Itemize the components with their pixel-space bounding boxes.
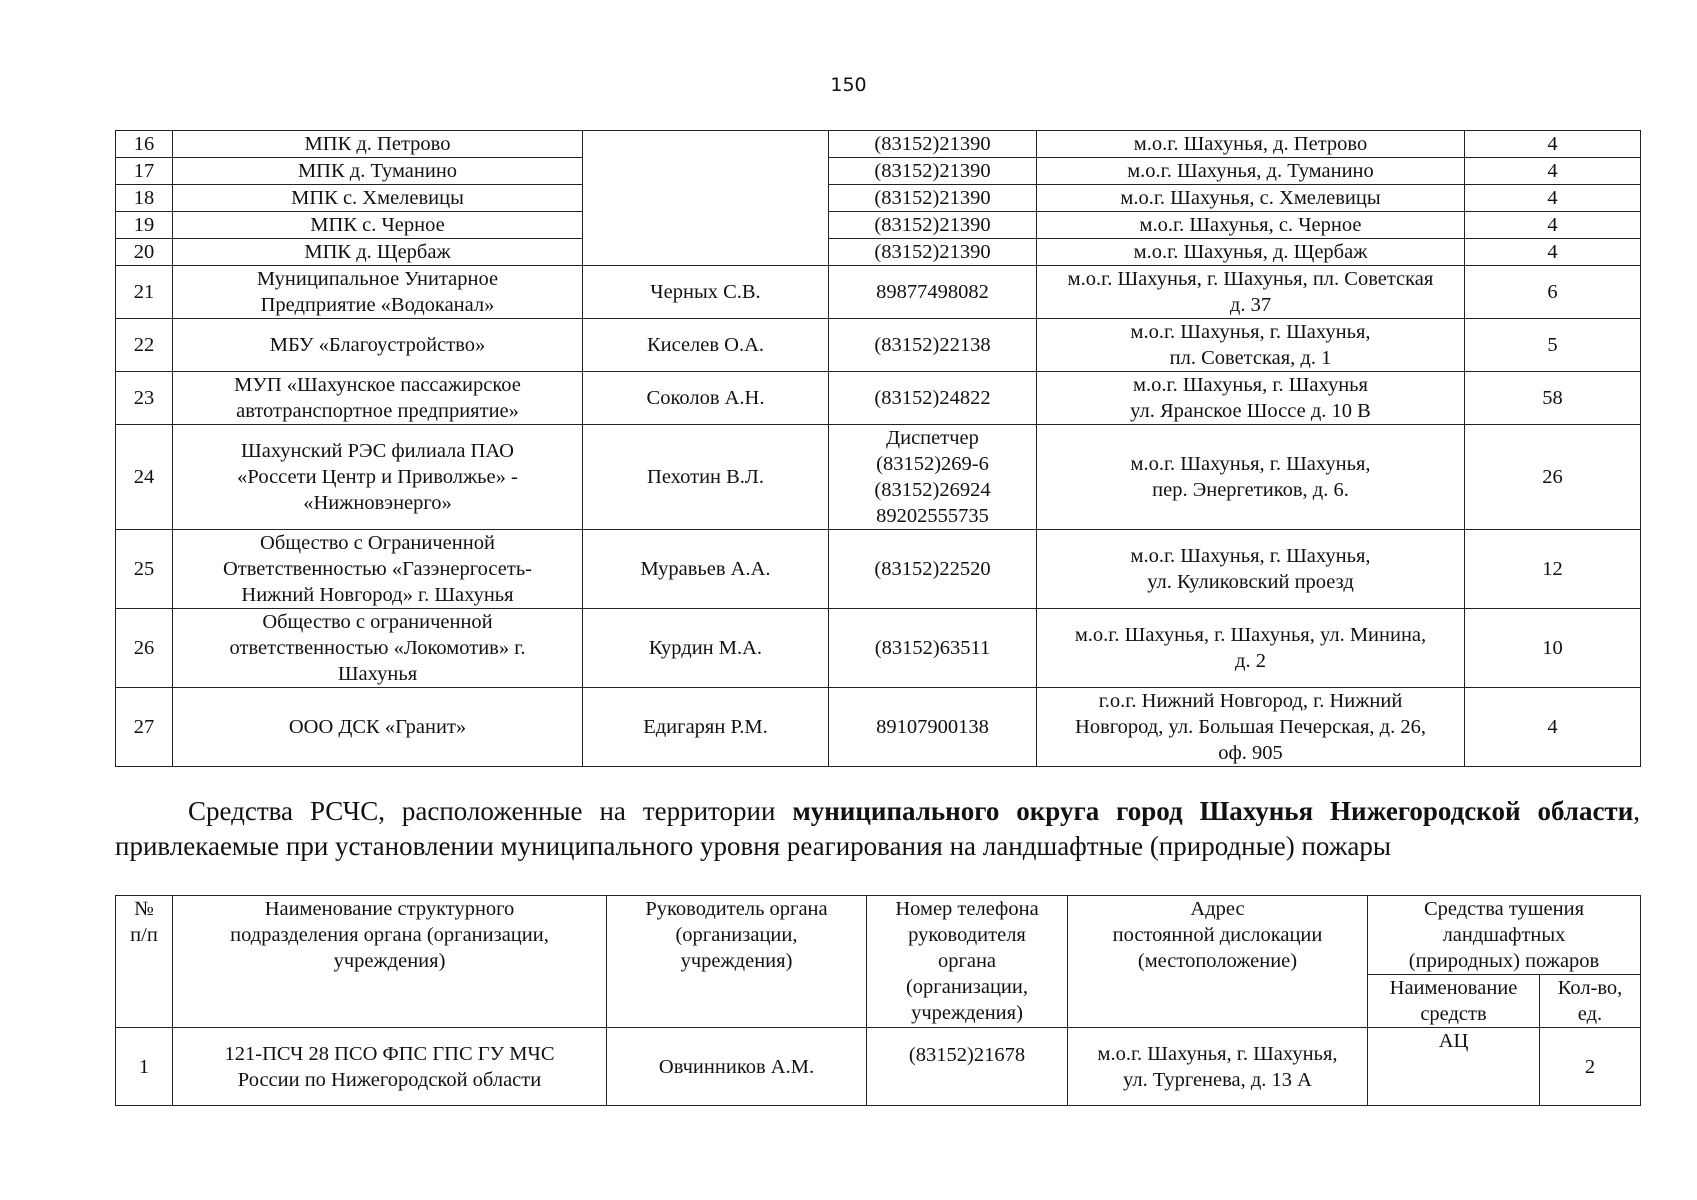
resources-table-continued — [115, 130, 1641, 767]
table-row — [116, 158, 1641, 185]
cell-org: МБУ «Благоустройство» — [173, 319, 583, 372]
cell-address: м.о.г. Шахунья, д. Петрово — [1037, 131, 1465, 158]
cell-org: МПК д. Туманино — [173, 158, 583, 185]
cell-num: 1 — [116, 1028, 173, 1106]
cell-head: Черных С.В. — [583, 266, 829, 319]
cell-count: 4 — [1465, 185, 1641, 212]
cell-num: 20 — [116, 239, 173, 266]
cell-org: Шахунский РЭС филиала ПАО «Россети Центр и Приволжье» - «Нижновэнерго» — [173, 425, 583, 530]
section-heading — [115, 794, 1640, 864]
heading-text-end: , привлекаемые при установлении муниципального уровня реагирования на ландшафтные (природные) пожары — [115, 796, 1641, 861]
cell-org: МПК с. Хмелевицы — [173, 185, 583, 212]
cell-address: м.о.г. Шахунья, д. Щербаж — [1037, 239, 1465, 266]
cell-num: 21 — [116, 266, 173, 319]
cell-org: МПК д. Щербаж — [173, 239, 583, 266]
cell-count: 4 — [1465, 131, 1641, 158]
header-means: Средства тушения ландшафтных (природных) пожаров — [1368, 896, 1641, 975]
header-address: Адрес постоянной дислокации (местоположение) — [1068, 896, 1368, 1028]
cell-phone: 89107900138 — [829, 688, 1037, 767]
cell-num: 24 — [116, 425, 173, 530]
cell-count: 4 — [1465, 688, 1641, 767]
cell-num: 27 — [116, 688, 173, 767]
cell-org: ООО ДСК «Гранит» — [173, 688, 583, 767]
cell-phone: (83152)22138 — [829, 319, 1037, 372]
cell-count: 4 — [1465, 158, 1641, 185]
cell-phone: (83152)21678 — [867, 1028, 1068, 1106]
table-row — [116, 239, 1641, 266]
cell-phone: (83152)21390 — [829, 212, 1037, 239]
cell-count: 5 — [1465, 319, 1641, 372]
rschs-resources-table — [115, 895, 1641, 1106]
cell-org: МПК д. Петрово — [173, 131, 583, 158]
header-phone: Номер телефона руководителя органа (организации, учреждения) — [867, 896, 1068, 1028]
heading-text-start: Средства РСЧС, расположенные на территории — [188, 796, 793, 826]
cell-phone: (83152)22520 — [829, 530, 1037, 609]
table-row — [116, 212, 1641, 239]
cell-head: Едигарян Р.М. — [583, 688, 829, 767]
cell-phone: (83152)21390 — [829, 239, 1037, 266]
cell-address: г.о.г. Нижний Новгород, г. Нижний Новгород, ул. Большая Печерская, д. 26, оф. 905 — [1037, 688, 1465, 767]
cell-phone: Диспетчер (83152)269-6 (83152)26924 89202555735 — [829, 425, 1037, 530]
cell-num: 16 — [116, 131, 173, 158]
cell-address: м.о.г. Шахунья, с. Хмелевицы — [1037, 185, 1465, 212]
table-row — [116, 530, 1641, 609]
table-row — [116, 609, 1641, 688]
cell-num: 17 — [116, 158, 173, 185]
header-means-count: Кол-во, ед. — [1540, 975, 1641, 1028]
cell-address: м.о.г. Шахунья, г. Шахунья, ул. Тургенева, д. 13 А — [1068, 1028, 1368, 1106]
cell-phone: 89877498082 — [829, 266, 1037, 319]
table-row — [116, 131, 1641, 158]
header-org: Наименование структурного подразделения органа (организации, учреждения) — [173, 896, 607, 1028]
cell-head: Киселев О.А. — [583, 319, 829, 372]
table-row — [116, 185, 1641, 212]
cell-count: 26 — [1465, 425, 1641, 530]
cell-org: МУП «Шахунское пассажирское автотранспортное предприятие» — [173, 372, 583, 425]
heading-text-bold: муниципального округа город Шахунья Нижегородской области — [792, 796, 1634, 826]
cell-num: 19 — [116, 212, 173, 239]
cell-count: 4 — [1465, 212, 1641, 239]
cell-head: Муравьев А.А. — [583, 530, 829, 609]
cell-count: 4 — [1465, 239, 1641, 266]
cell-phone: (83152)24822 — [829, 372, 1037, 425]
cell-address: м.о.г. Шахунья, д. Туманино — [1037, 158, 1465, 185]
cell-means-name: АЦ — [1368, 1028, 1540, 1106]
cell-address: м.о.г. Шахунья, с. Черное — [1037, 212, 1465, 239]
table-row — [116, 266, 1641, 319]
cell-org: МПК с. Черное — [173, 212, 583, 239]
cell-count: 58 — [1465, 372, 1641, 425]
page-number: 150 — [830, 74, 867, 96]
cell-address: м.о.г. Шахунья, г. Шахунья, пл. Советская д. 37 — [1037, 266, 1465, 319]
cell-org: 121-ПСЧ 28 ПСО ФПС ГПС ГУ МЧС России по Нижегородской области — [173, 1028, 607, 1106]
cell-num: 18 — [116, 185, 173, 212]
cell-org: Общество с Ограниченной Ответственностью «Газэнергосеть- Нижний Новгород» г. Шахунья — [173, 530, 583, 609]
cell-num: 26 — [116, 609, 173, 688]
cell-address: м.о.г. Шахунья, г. Шахунья, пл. Советская, д. 1 — [1037, 319, 1465, 372]
cell-address: м.о.г. Шахунья, г. Шахунья, пер. Энергетиков, д. 6. — [1037, 425, 1465, 530]
cell-num: 23 — [116, 372, 173, 425]
cell-phone: (83152)21390 — [829, 185, 1037, 212]
table-row — [116, 1028, 1641, 1106]
table-row — [116, 688, 1641, 767]
header-head: Руководитель органа (организации, учреждения) — [607, 896, 867, 1028]
cell-phone: (83152)63511 — [829, 609, 1037, 688]
cell-org: Общество с ограниченной ответственностью «Локомотив» г. Шахунья — [173, 609, 583, 688]
table-row — [116, 425, 1641, 530]
cell-address: м.о.г. Шахунья, г. Шахунья, ул. Минина, д. 2 — [1037, 609, 1465, 688]
cell-means-count: 2 — [1540, 1028, 1641, 1106]
table-row — [116, 372, 1641, 425]
cell-org: Муниципальное Унитарное Предприятие «Водоканал» — [173, 266, 583, 319]
cell-count: 10 — [1465, 609, 1641, 688]
cell-count: 6 — [1465, 266, 1641, 319]
cell-phone: (83152)21390 — [829, 158, 1037, 185]
cell-num: 22 — [116, 319, 173, 372]
cell-address: м.о.г. Шахунья, г. Шахунья, ул. Куликовский проезд — [1037, 530, 1465, 609]
cell-head: Курдин М.А. — [583, 609, 829, 688]
cell-head: Соколов А.Н. — [583, 372, 829, 425]
cell-phone: (83152)21390 — [829, 131, 1037, 158]
table-row — [116, 319, 1641, 372]
cell-num: 25 — [116, 530, 173, 609]
cell-head: Овчинников А.М. — [607, 1028, 867, 1106]
header-num: № п/п — [116, 896, 173, 1028]
cell-count: 12 — [1465, 530, 1641, 609]
cell-address: м.о.г. Шахунья, г. Шахунья ул. Яранское Шоссе д. 10 В — [1037, 372, 1465, 425]
cell-head: Пехотин В.Л. — [583, 425, 829, 530]
header-means-name: Наименование средств — [1368, 975, 1540, 1028]
cell-head — [583, 131, 829, 266]
